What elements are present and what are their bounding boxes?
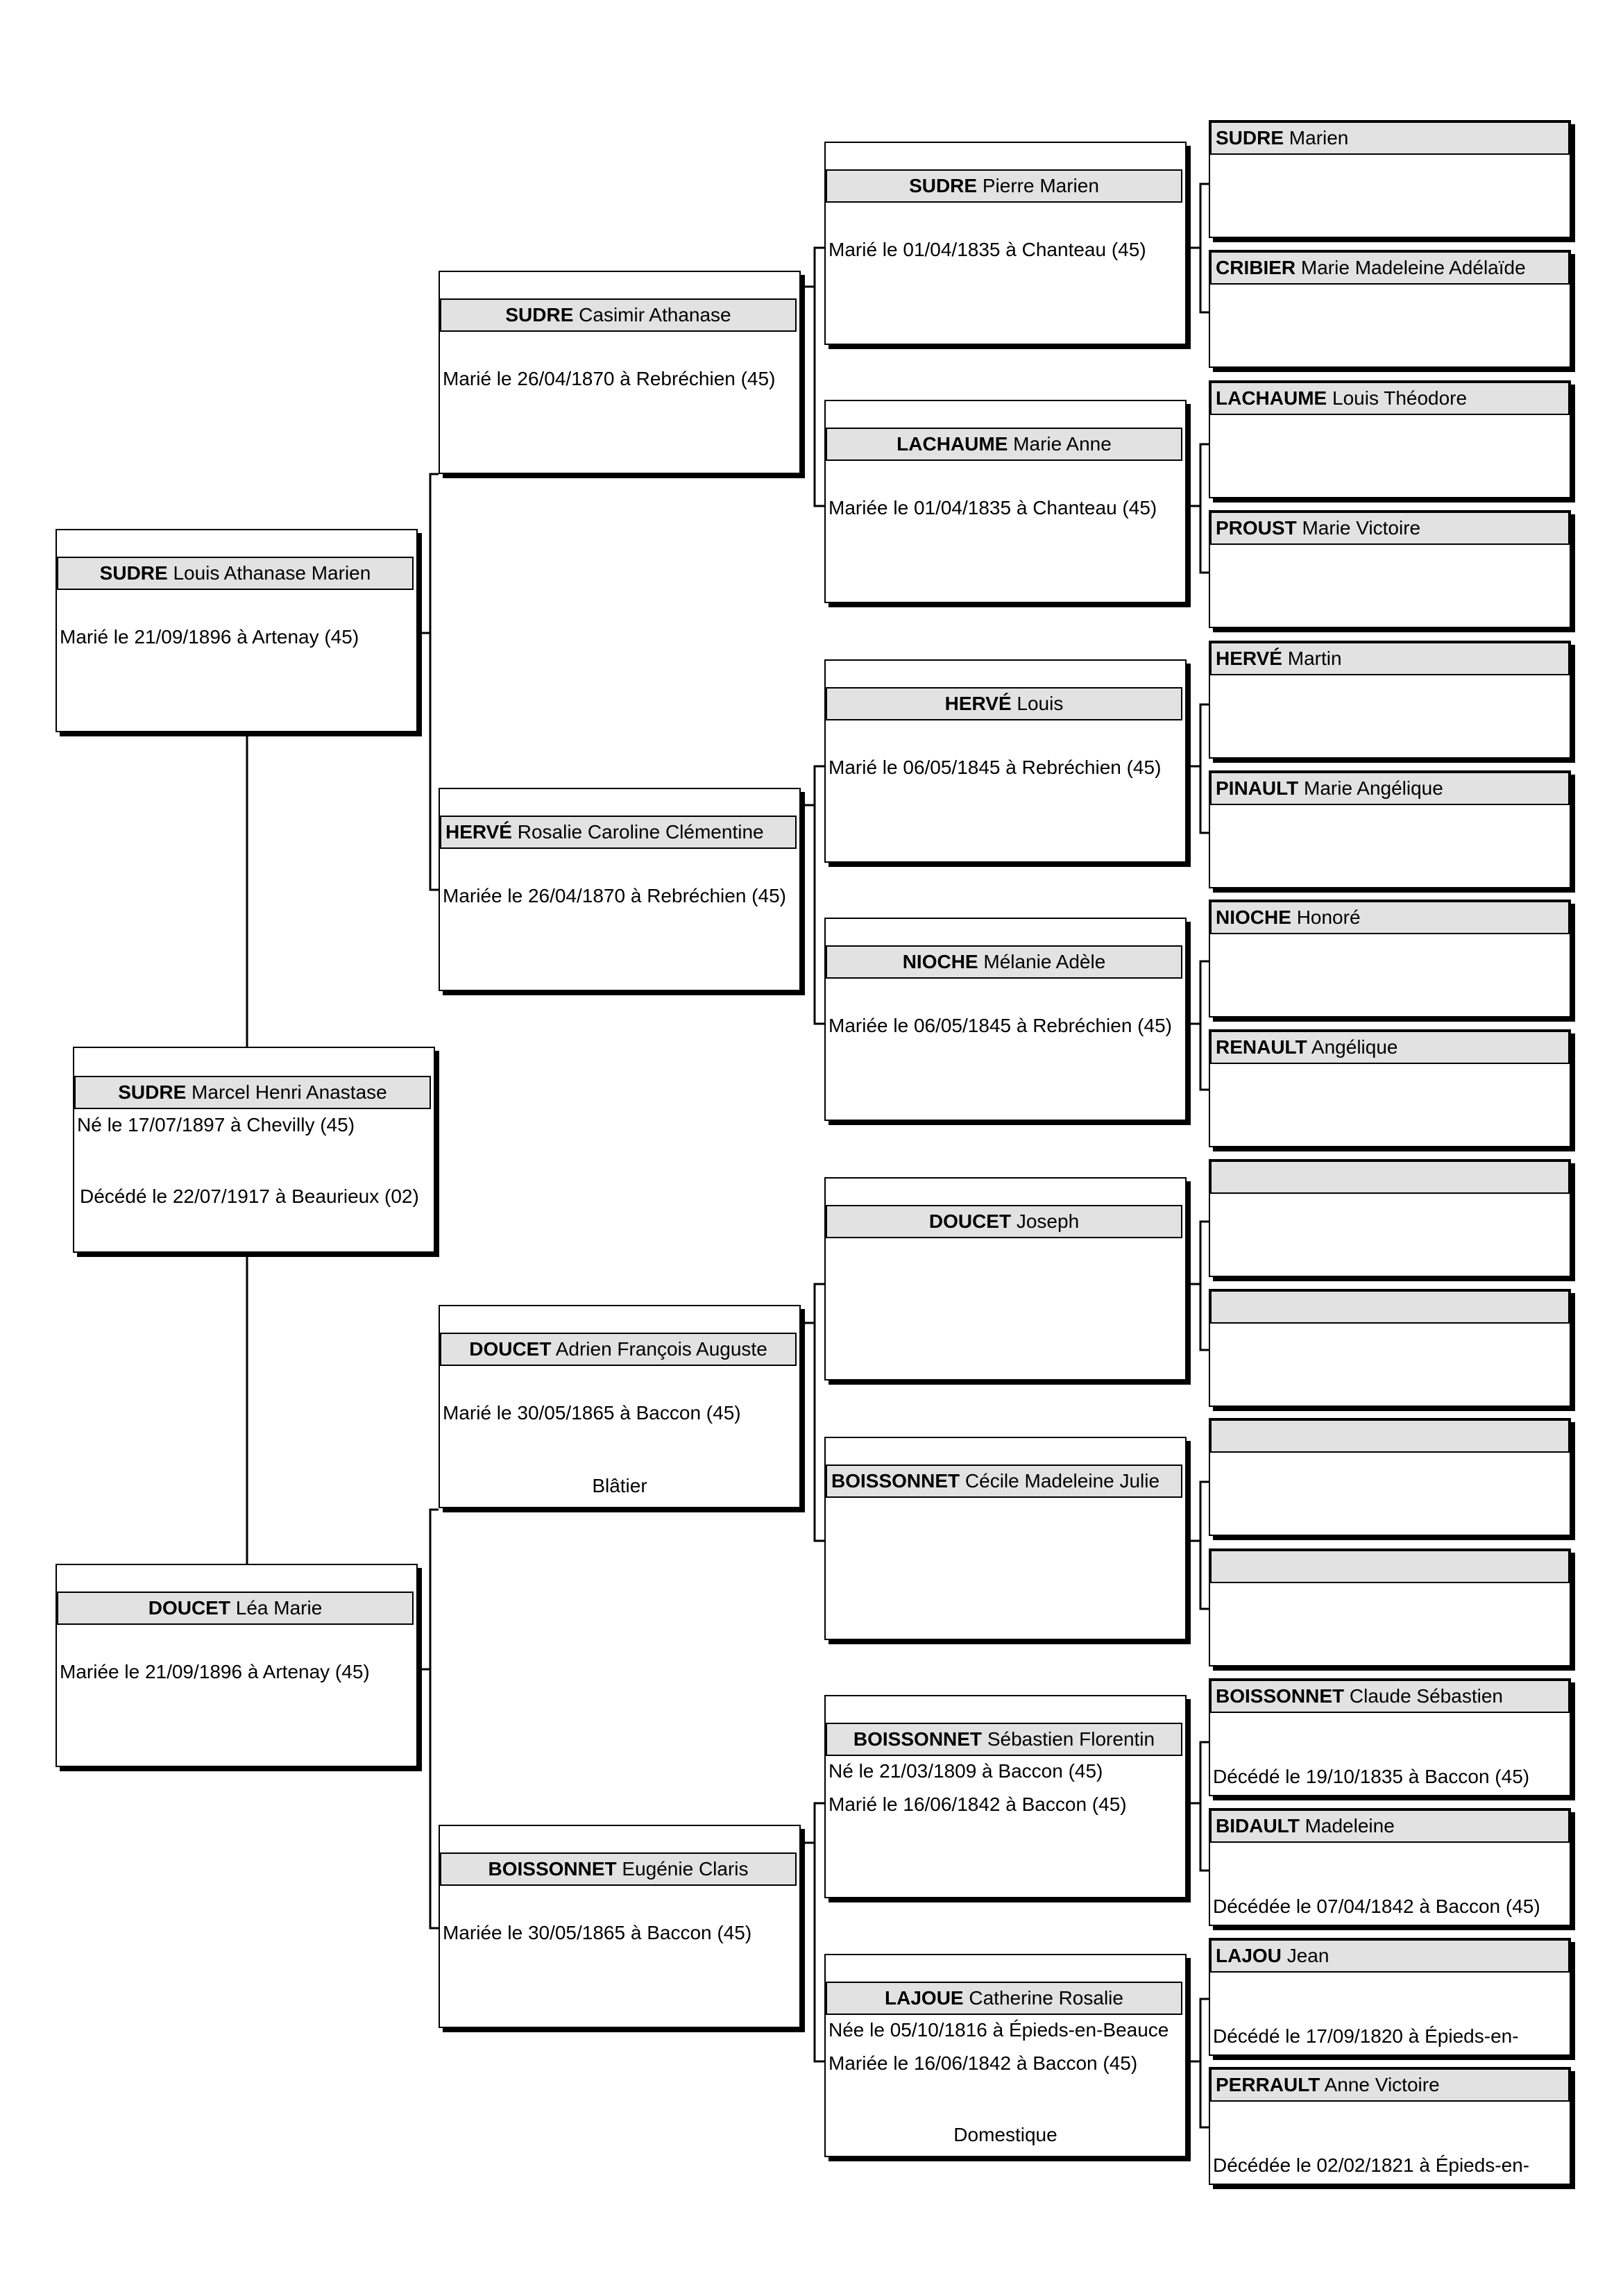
great-grandparent-card-5[interactable] bbox=[824, 1177, 1187, 1381]
gg-grandparent-name bbox=[1210, 1290, 1570, 1324]
gg-grandparent-card-12[interactable] bbox=[1209, 1548, 1571, 1666]
grandparent-name: BOISSONNET Eugénie Claris bbox=[440, 1852, 797, 1886]
gg-grandparent-name bbox=[1210, 1550, 1570, 1583]
gg-grandparent-name: LACHAUME Louis Théodore bbox=[1210, 382, 1570, 415]
gg-grandparent-card-15[interactable] bbox=[1209, 1938, 1571, 2056]
mother-name: DOUCET Léa Marie bbox=[57, 1592, 414, 1625]
subject-name: SUDRE Marcel Henri Anastase bbox=[74, 1076, 431, 1109]
gg-grandparent-card-2[interactable] bbox=[1209, 250, 1571, 368]
great-grandparent-card-4[interactable] bbox=[824, 918, 1187, 1121]
subject-death: Décédé le 22/07/1917 à Beaurieux (02) bbox=[80, 1185, 419, 1207]
great-grandparent-marriage: Mariée le 06/05/1845 à Rebréchien (45) bbox=[829, 1015, 1172, 1036]
grandparent-name: HERVÉ Rosalie Caroline Clémentine bbox=[440, 816, 797, 849]
gg-grandparent-death: Décédé le 19/10/1835 à Baccon (45) bbox=[1213, 1766, 1530, 1787]
father-name: SUDRE Louis Athanase Marien bbox=[57, 557, 414, 590]
gg-grandparent-card-6[interactable] bbox=[1209, 770, 1571, 888]
gg-grandparent-death: Décédée le 02/02/1821 à Épieds-en- bbox=[1213, 2154, 1530, 2176]
gg-grandparent-name: SUDRE Marien bbox=[1210, 121, 1570, 155]
gg-grandparent-name bbox=[1210, 1160, 1570, 1194]
gg-grandparent-death: Décédé le 17/09/1820 à Épieds-en- bbox=[1213, 2025, 1519, 2047]
grandparent-occupation: Blâtier bbox=[592, 1475, 647, 1496]
great-grandparent-marriage: Mariée le 01/04/1835 à Chanteau (45) bbox=[829, 497, 1157, 518]
subject-birth: Né le 17/07/1897 à Chevilly (45) bbox=[77, 1114, 355, 1136]
gg-grandparent-card-5[interactable] bbox=[1209, 641, 1571, 759]
gg-grandparent-name: PERRAULT Anne Victoire bbox=[1210, 2068, 1570, 2102]
gg-grandparent-card-16[interactable] bbox=[1209, 2067, 1571, 2185]
grandparent-marriage: Marié le 30/05/1865 à Baccon (45) bbox=[443, 1402, 741, 1424]
gg-grandparent-card-7[interactable] bbox=[1209, 900, 1571, 1018]
gg-grandparent-card-1[interactable] bbox=[1209, 120, 1571, 238]
great-grandparent-card-6[interactable] bbox=[824, 1437, 1187, 1640]
great-grandparent-name: NIOCHE Mélanie Adèle bbox=[826, 945, 1182, 979]
gg-grandparent-name bbox=[1210, 1419, 1570, 1453]
great-grandparent-marriage: Mariée le 16/06/1842 à Baccon (45) bbox=[829, 2052, 1138, 2074]
gg-grandparent-name: BIDAULT Madeleine bbox=[1210, 1809, 1570, 1843]
gg-grandparent-name: CRIBIER Marie Madeleine Adélaïde bbox=[1210, 251, 1570, 285]
grandparent-card-1[interactable] bbox=[439, 271, 801, 474]
gg-grandparent-name: LAJOU Jean bbox=[1210, 1939, 1570, 1973]
gg-grandparent-card-4[interactable] bbox=[1209, 510, 1571, 628]
gg-grandparent-name: PROUST Marie Victoire bbox=[1210, 512, 1570, 545]
father-card[interactable] bbox=[56, 529, 418, 732]
great-grandparent-name: HERVÉ Louis bbox=[826, 687, 1182, 720]
grandparent-card-3[interactable] bbox=[439, 1305, 801, 1508]
grandparent-card-2[interactable] bbox=[439, 788, 801, 991]
great-grandparent-name: SUDRE Pierre Marien bbox=[826, 169, 1182, 203]
great-grandparent-card-8[interactable] bbox=[824, 1954, 1187, 2157]
gg-grandparent-card-13[interactable] bbox=[1209, 1678, 1571, 1796]
gg-grandparent-card-11[interactable] bbox=[1209, 1418, 1571, 1536]
gg-grandparent-card-14[interactable] bbox=[1209, 1808, 1571, 1926]
gg-grandparent-name: RENAULT Angélique bbox=[1210, 1031, 1570, 1064]
great-grandparent-card-7[interactable] bbox=[824, 1695, 1187, 1898]
great-grandparent-card-1[interactable] bbox=[824, 142, 1187, 345]
great-grandparent-name: DOUCET Joseph bbox=[826, 1205, 1182, 1238]
great-grandparent-marriage: Marié le 01/04/1835 à Chanteau (45) bbox=[829, 239, 1146, 260]
great-grandparent-birth: Née le 05/10/1816 à Épieds-en-Beauce bbox=[829, 2019, 1169, 2041]
great-grandparent-name: LAJOUE Catherine Rosalie bbox=[826, 1982, 1182, 2015]
grandparent-marriage: Marié le 26/04/1870 à Rebréchien (45) bbox=[443, 368, 776, 389]
gg-grandparent-name: BOISSONNET Claude Sébastien bbox=[1210, 1680, 1570, 1713]
grandparent-name: DOUCET Adrien François Auguste bbox=[440, 1333, 797, 1366]
gg-grandparent-card-10[interactable] bbox=[1209, 1289, 1571, 1407]
subject-card[interactable] bbox=[73, 1047, 435, 1253]
gg-grandparent-card-9[interactable] bbox=[1209, 1159, 1571, 1277]
grandparent-card-4[interactable] bbox=[439, 1825, 801, 2028]
gg-grandparent-death: Décédée le 07/04/1842 à Baccon (45) bbox=[1213, 1896, 1540, 1917]
great-grandparent-name: BOISSONNET Sébastien Florentin bbox=[826, 1723, 1182, 1756]
great-grandparent-card-2[interactable] bbox=[824, 400, 1187, 603]
great-grandparent-card-3[interactable] bbox=[824, 659, 1187, 863]
gg-grandparent-name: PINAULT Marie Angélique bbox=[1210, 772, 1570, 805]
great-grandparent-name: LACHAUME Marie Anne bbox=[826, 428, 1182, 461]
great-grandparent-occupation: Domestique bbox=[953, 2124, 1057, 2145]
gg-grandparent-card-3[interactable] bbox=[1209, 380, 1571, 498]
great-grandparent-birth: Né le 21/03/1809 à Baccon (45) bbox=[829, 1760, 1103, 1782]
gg-grandparent-name: NIOCHE Honoré bbox=[1210, 901, 1570, 934]
mother-card[interactable] bbox=[56, 1564, 418, 1767]
grandparent-marriage: Mariée le 30/05/1865 à Baccon (45) bbox=[443, 1922, 752, 1943]
father-marriage: Marié le 21/09/1896 à Artenay (45) bbox=[60, 626, 359, 648]
gg-grandparent-card-8[interactable] bbox=[1209, 1029, 1571, 1147]
great-grandparent-marriage: Marié le 06/05/1845 à Rebréchien (45) bbox=[829, 757, 1162, 778]
great-grandparent-name: BOISSONNET Cécile Madeleine Julie bbox=[826, 1464, 1182, 1498]
grandparent-marriage: Mariée le 26/04/1870 à Rebréchien (45) bbox=[443, 885, 786, 906]
mother-marriage: Mariée le 21/09/1896 à Artenay (45) bbox=[60, 1661, 370, 1682]
grandparent-name: SUDRE Casimir Athanase bbox=[440, 298, 797, 332]
great-grandparent-marriage: Marié le 16/06/1842 à Baccon (45) bbox=[829, 1793, 1127, 1815]
gg-grandparent-name: HERVÉ Martin bbox=[1210, 642, 1570, 675]
